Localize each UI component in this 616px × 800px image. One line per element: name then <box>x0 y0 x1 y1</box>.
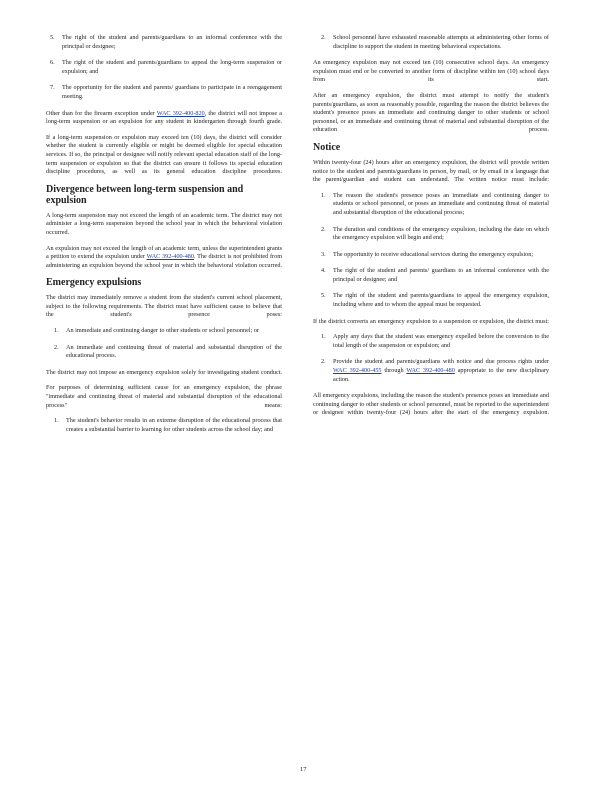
left-column <box>46 34 282 442</box>
paragraph-special-education: If a long-term suspension or expulsion may exceed ten (10) days, the district will consider whether the student is currently eligible or might be deemed eligible for special education services. If so, the principal or designee will notify relevant special education staff of the long-term suspension or expulsion so that the district can ensure it follows its special education discipline procedures, as well as its general education discipline procedures. <box>46 133 282 176</box>
paragraph-long-term-limit: A long-term suspension may not exceed the length of an academic term. The district may not administer a long-term suspension beyond the school year in which the behavioral violation occurred. <box>46 211 282 236</box>
list-item: 1. The student's behavior results in an extreme disruption of the educational process that creates a substantial barrier to learning for other students across the school day; and <box>54 417 282 433</box>
definition-list-continued <box>313 34 549 51</box>
section-heading-notice: Notice <box>313 141 341 153</box>
paragraph-not-for-investigation: The district may not impose an emergency expulsion solely for investigating student conduct. <box>46 368 282 376</box>
rights-list-continued <box>46 34 282 102</box>
section-heading-emergency: Emergency expulsions <box>46 277 142 289</box>
paragraph-firearm-exception: Other than for the firearm exception under WAC 392-400-820, the district will not impose a long-term suspension or an expulsion for any student in kindergarten through fourth grade. <box>46 109 282 126</box>
list-item: 2. The duration and conditions of the emergency expulsion, including the date on which the emergency expulsion will begin and end; <box>321 225 549 242</box>
list-item: 1. An immediate and continuing danger to other students or school personnel; or <box>54 327 259 335</box>
wac-link[interactable]: WAC 392-400-820 <box>156 109 205 117</box>
wac-link[interactable]: WAC 392-400-480 <box>406 367 455 375</box>
section-heading-divergence: Divergence between long-term suspension and expulsion <box>46 183 244 206</box>
list-item: 1. Apply any days that the student was emergency expelled before the conversion to the total length of the suspension or expulsion; and <box>321 333 549 349</box>
paragraph-reporting: All emergency expulsions, including the reason the student's presence poses an immediate and continuing danger to other students or school personnel, must be reported to the superintendent or designee within twenty-four (24) hours after the start of the emergency expulsion. <box>313 392 549 417</box>
paragraph-written-notice: Within twenty-four (24) hours after an emergency expulsion, the district will provide written notice to the student and parents/guardians in person, by mail, or by email in a language that the parent/guardian and student can understand. The written notice must include: <box>313 158 549 184</box>
list-item: 2. Provide the student and parents/guardians with notice and due process rights under WAC 392-400-455 through WAC 392-400-480 appropriate to the new disciplinary action. <box>321 358 550 383</box>
wac-link[interactable]: WAC 392-400-480 <box>146 253 194 261</box>
wac-link[interactable]: WAC 392-400-455 <box>333 367 382 375</box>
paragraph-definition: For purposes of determining sufficient cause for an emergency expulsion, the phrase "immediate and continuing threat of material and substantial disruption of the educational process" means: <box>46 384 282 409</box>
paragraph-expulsion-limit: An expulsion may not exceed the length of an academic term, unless the superintendent grants a petition to extend the expulsion under WAC 392-400-480. The district is not prohibited from administering an expulsion beyond the school year in which the behavioral violation occurred. <box>46 244 283 269</box>
list-item: 5. The right of the student and parents/guardians to an informal conference with the principal or designee; <box>50 34 282 50</box>
list-item: 6. The right of the student and parents/guardians to appeal the long-term suspension or expulsion; and <box>50 59 282 75</box>
definition-list <box>46 417 282 434</box>
list-item: 2. An immediate and continuing threat of material and substantial disruption of the educational process. <box>54 343 282 360</box>
notice-list <box>313 192 549 310</box>
conversion-list <box>313 333 549 384</box>
list-item: 5. The right of the student and parents/guardians to appeal the emergency expulsion, including where and to whom the appeal must be requested. <box>321 292 549 309</box>
page-number: 17 <box>300 766 307 773</box>
list-item: 3. The opportunity to receive educational services during the emergency expulsion; <box>321 250 534 258</box>
right-column <box>313 34 549 425</box>
paragraph-emergency-removal: The district may immediately remove a student from the student's current school placement, subject to the following requirements. The district must have sufficient cause to believe that the student's presence poses: <box>46 294 282 319</box>
list-item: 2. School personnel have exhausted reasonable attempts at administering other forms of discipline to support the student in meeting behavioral expectations. <box>321 34 549 50</box>
list-item: 7. The opportunity for the student and parents/ guardians to participate in a reengagement meeting. <box>50 84 282 100</box>
sufficient-cause-list <box>46 327 282 361</box>
list-item: 4. The right of the student and parents/ guardians to an informal conference with the principal or designee; and <box>321 267 549 283</box>
list-item: 1. The reason the student's presence poses an immediate and continuing danger to students or school personnel, or poses an immediate and continuing threat of material and substantial disruption of the educational process; <box>321 191 549 216</box>
paragraph-notify-parents: After an emergency expulsion, the district must attempt to notify the student's parents/guardians, as soon as reasonably possible, regarding the reason the district believes the student's presence poses an immediate and continuing danger to other students or school personnel, or an immediate and continuing threat of material and substantial disruption of the education process. <box>313 91 549 134</box>
paragraph-emergency-duration: An emergency expulsion may not exceed ten (10) consecutive school days. An emergency expulsion must end or be converted to another form of discipline within ten (10) school days from its start. <box>313 59 549 84</box>
paragraph-conversion: If the district converts an emergency expulsion to a suspension or expulsion, the district must: <box>313 317 549 325</box>
